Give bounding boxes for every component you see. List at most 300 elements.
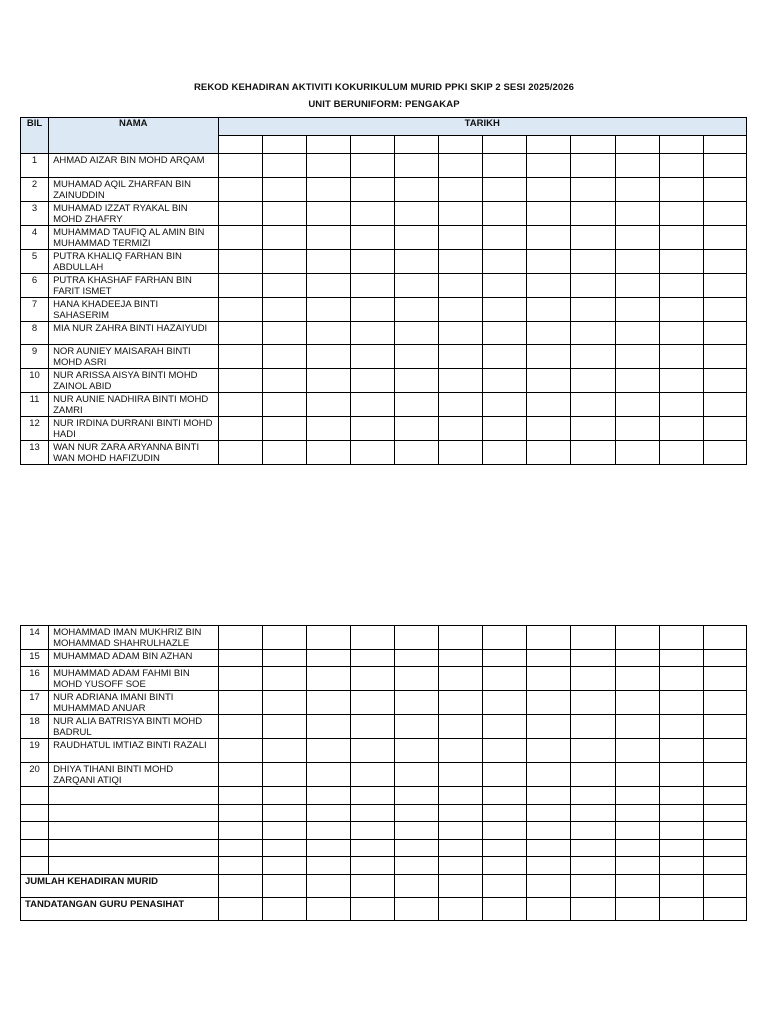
date-cell [439, 154, 483, 178]
date-cell [483, 857, 527, 875]
date-cell [571, 874, 615, 897]
date-cell [306, 650, 350, 667]
table-row [21, 417, 747, 441]
attendance-table-page-2 [20, 625, 747, 921]
date-cell [571, 667, 615, 691]
date-cell [394, 345, 438, 369]
date-cell [659, 715, 703, 739]
blank-name-cell [49, 822, 218, 840]
student-name: NUR ADRIANA IMANI BINTI MUHAMMAD ANUAR [49, 691, 218, 715]
date-cell [659, 369, 703, 393]
date-cell [394, 393, 438, 417]
date-cell [527, 369, 571, 393]
date-cell [703, 650, 746, 667]
date-cell [483, 369, 527, 393]
date-cell [483, 273, 527, 297]
date-cell [615, 154, 659, 178]
student-number: 2 [21, 177, 49, 201]
date-cell [350, 874, 394, 897]
date-cell [659, 273, 703, 297]
student-number: 13 [21, 441, 49, 465]
date-cell [483, 715, 527, 739]
date-cell [571, 393, 615, 417]
table-row [21, 201, 747, 225]
blank-number-cell [21, 822, 49, 840]
date-cell [615, 763, 659, 787]
student-number: 11 [21, 393, 49, 417]
date-cell [571, 804, 615, 822]
date-cell [350, 691, 394, 715]
date-cell [439, 804, 483, 822]
date-cell [615, 857, 659, 875]
student-number: 17 [21, 691, 49, 715]
date-cell [571, 136, 615, 154]
date-cell [218, 804, 262, 822]
date-cell [306, 857, 350, 875]
date-cell [218, 667, 262, 691]
date-cell [483, 393, 527, 417]
date-cell [615, 822, 659, 840]
date-cell [659, 822, 703, 840]
date-cell [571, 739, 615, 763]
student-number: 16 [21, 667, 49, 691]
date-cell [615, 667, 659, 691]
date-cell [218, 393, 262, 417]
date-cell [615, 739, 659, 763]
date-cell [527, 297, 571, 321]
date-cell [703, 297, 746, 321]
student-number: 19 [21, 739, 49, 763]
student-number: 5 [21, 249, 49, 273]
date-cell [571, 225, 615, 249]
date-cell [703, 626, 746, 650]
student-name: WAN NUR ZARA ARYANNA BINTI WAN MOHD HAFIZUDIN [49, 441, 218, 465]
date-cell [439, 177, 483, 201]
date-cell [483, 225, 527, 249]
date-cell [615, 177, 659, 201]
date-cell [350, 822, 394, 840]
date-cell [527, 136, 571, 154]
date-cell [703, 225, 746, 249]
student-number: 18 [21, 715, 49, 739]
date-cell [483, 897, 527, 920]
date-cell [350, 249, 394, 273]
date-cell [306, 297, 350, 321]
date-cell [615, 441, 659, 465]
date-cell [483, 177, 527, 201]
date-cell [483, 874, 527, 897]
date-cell [615, 626, 659, 650]
date-cell [615, 249, 659, 273]
table-row [21, 225, 747, 249]
date-cell [703, 839, 746, 857]
date-cell [439, 626, 483, 650]
date-cell [659, 897, 703, 920]
date-cell [659, 345, 703, 369]
date-cell [615, 225, 659, 249]
blank-number-cell [21, 839, 49, 857]
date-cell [394, 739, 438, 763]
table-row [21, 393, 747, 417]
date-cell [703, 441, 746, 465]
student-number: 6 [21, 273, 49, 297]
date-cell [527, 201, 571, 225]
date-cell [306, 201, 350, 225]
blank-number-cell [21, 857, 49, 875]
date-cell [218, 345, 262, 369]
date-cell [615, 136, 659, 154]
date-cell [615, 201, 659, 225]
date-cell [615, 369, 659, 393]
date-cell [262, 321, 306, 345]
date-cell [350, 154, 394, 178]
student-name: RAUDHATUL IMTIAZ BINTI RAZALI [49, 739, 218, 763]
blank-name-cell [49, 839, 218, 857]
date-cell [703, 154, 746, 178]
student-number: 10 [21, 369, 49, 393]
date-cell [439, 763, 483, 787]
date-cell [571, 650, 615, 667]
date-cell [615, 804, 659, 822]
date-cell [659, 839, 703, 857]
table-row [21, 273, 747, 297]
date-cell [571, 857, 615, 875]
date-cell [306, 369, 350, 393]
date-cell [394, 417, 438, 441]
date-cell [262, 787, 306, 805]
date-cell [659, 393, 703, 417]
table-row [21, 441, 747, 465]
date-cell [262, 369, 306, 393]
date-cell [439, 273, 483, 297]
date-cell [571, 763, 615, 787]
date-cell [218, 857, 262, 875]
date-cell [262, 345, 306, 369]
student-number: 14 [21, 626, 49, 650]
date-cell [703, 804, 746, 822]
date-cell [571, 441, 615, 465]
date-cell [394, 839, 438, 857]
date-cell [394, 897, 438, 920]
tandatangan-guru-row [21, 897, 747, 920]
student-number: 8 [21, 321, 49, 345]
date-cell [483, 839, 527, 857]
student-name: MUHAMMAD ADAM BIN AZHAN [49, 650, 218, 667]
date-cell [571, 273, 615, 297]
date-cell [394, 273, 438, 297]
table-row [21, 345, 747, 369]
date-cell [703, 273, 746, 297]
blank-name-cell [49, 787, 218, 805]
student-number: 3 [21, 201, 49, 225]
date-cell [483, 201, 527, 225]
attendance-table-page-1 [20, 117, 747, 465]
date-cell [615, 297, 659, 321]
date-cell [350, 763, 394, 787]
table-row [21, 177, 747, 201]
date-cell [527, 763, 571, 787]
date-cell [571, 249, 615, 273]
date-cell [262, 136, 306, 154]
date-cell [218, 273, 262, 297]
date-cell [615, 417, 659, 441]
date-cell [218, 763, 262, 787]
date-cell [306, 345, 350, 369]
date-cell [306, 249, 350, 273]
date-cell [394, 441, 438, 465]
date-cell [439, 787, 483, 805]
student-name: MOHAMMAD IMAN MUKHRIZ BIN MOHAMMAD SHAHRULHAZLE [49, 626, 218, 650]
date-cell [262, 739, 306, 763]
blank-row [21, 857, 747, 875]
date-cell [659, 650, 703, 667]
date-cell [703, 739, 746, 763]
date-cell [350, 897, 394, 920]
date-cell [394, 763, 438, 787]
date-cell [350, 667, 394, 691]
date-cell [527, 393, 571, 417]
date-cell [218, 787, 262, 805]
date-cell [703, 787, 746, 805]
date-cell [262, 650, 306, 667]
table-row [21, 739, 747, 763]
date-cell [306, 739, 350, 763]
blank-row [21, 839, 747, 857]
date-cell [703, 897, 746, 920]
date-cell [527, 441, 571, 465]
date-cell [350, 739, 394, 763]
date-cell [703, 345, 746, 369]
student-number: 1 [21, 154, 49, 178]
date-cell [394, 321, 438, 345]
date-cell [527, 857, 571, 875]
date-cell [659, 626, 703, 650]
student-name: NOR AUNIEY MAISARAH BINTI MOHD ASRI [49, 345, 218, 369]
student-name: AHMAD AIZAR BIN MOHD ARQAM [49, 154, 218, 178]
date-cell [439, 857, 483, 875]
date-cell [350, 345, 394, 369]
date-cell [306, 177, 350, 201]
date-cell [527, 249, 571, 273]
date-cell [439, 321, 483, 345]
date-cell [483, 763, 527, 787]
date-cell [483, 804, 527, 822]
date-cell [527, 417, 571, 441]
date-cell [306, 321, 350, 345]
date-cell [439, 739, 483, 763]
date-cell [659, 249, 703, 273]
date-cell [394, 201, 438, 225]
date-cell [394, 369, 438, 393]
student-name: MUHAMMAD TAUFIQ AL AMIN BIN MUHAMMAD TERMIZI [49, 225, 218, 249]
date-cell [439, 393, 483, 417]
date-cell [218, 715, 262, 739]
date-cell [439, 136, 483, 154]
date-cell [306, 715, 350, 739]
date-cell [527, 321, 571, 345]
date-cell [306, 763, 350, 787]
date-cell [527, 691, 571, 715]
date-cell [262, 273, 306, 297]
date-cell [527, 650, 571, 667]
date-cell [218, 874, 262, 897]
document-subtitle: UNIT BERUNIFORM: PENGAKAP [308, 99, 460, 110]
date-cell [218, 691, 262, 715]
date-cell [571, 177, 615, 201]
date-cell [262, 225, 306, 249]
date-cell [218, 297, 262, 321]
date-cell [439, 874, 483, 897]
header-bil: BIL [21, 118, 49, 154]
date-cell [262, 857, 306, 875]
student-name: DHIYA TIHANI BINTI MOHD ZARQANI ATIQI [49, 763, 218, 787]
date-cell [306, 691, 350, 715]
date-cell [527, 177, 571, 201]
date-cell [439, 369, 483, 393]
date-cell [306, 417, 350, 441]
date-cell [615, 393, 659, 417]
date-cell [703, 857, 746, 875]
date-cell [262, 897, 306, 920]
date-cell [703, 667, 746, 691]
date-cell [394, 154, 438, 178]
date-cell [262, 417, 306, 441]
student-name: NUR ALIA BATRISYA BINTI MOHD BADRUL [49, 715, 218, 739]
table-row [21, 763, 747, 787]
date-cell [703, 715, 746, 739]
date-cell [659, 321, 703, 345]
blank-row [21, 804, 747, 822]
date-cell [350, 136, 394, 154]
table-row [21, 691, 747, 715]
date-cell [659, 136, 703, 154]
date-cell [659, 667, 703, 691]
date-cell [262, 804, 306, 822]
student-name: NUR ARISSA AISYA BINTI MOHD ZAINOL ABID [49, 369, 218, 393]
date-cell [703, 321, 746, 345]
date-cell [703, 393, 746, 417]
date-cell [218, 369, 262, 393]
date-cell [703, 249, 746, 273]
date-cell [703, 763, 746, 787]
student-number: 7 [21, 297, 49, 321]
date-cell [394, 874, 438, 897]
date-cell [350, 201, 394, 225]
date-cell [615, 839, 659, 857]
date-cell [439, 249, 483, 273]
date-cell [527, 897, 571, 920]
date-cell [394, 177, 438, 201]
date-cell [483, 441, 527, 465]
date-cell [439, 441, 483, 465]
date-cell [659, 874, 703, 897]
date-cell [306, 136, 350, 154]
date-cell [439, 297, 483, 321]
date-cell [571, 154, 615, 178]
blank-number-cell [21, 804, 49, 822]
student-number: 15 [21, 650, 49, 667]
date-cell [306, 626, 350, 650]
student-name: MUHAMAD IZZAT RYAKAL BIN MOHD ZHAFRY [49, 201, 218, 225]
date-cell [571, 691, 615, 715]
date-cell [483, 691, 527, 715]
date-cell [350, 857, 394, 875]
date-cell [483, 417, 527, 441]
date-cell [483, 822, 527, 840]
date-cell [350, 273, 394, 297]
date-cell [218, 897, 262, 920]
date-cell [659, 297, 703, 321]
date-cell [350, 839, 394, 857]
footer-label: TANDATANGAN GURU PENASIHAT [21, 897, 219, 920]
date-cell [439, 715, 483, 739]
date-cell [483, 626, 527, 650]
date-cell [527, 839, 571, 857]
date-cell [527, 822, 571, 840]
date-cell [483, 650, 527, 667]
date-cell [218, 249, 262, 273]
student-name: MIA NUR ZAHRA BINTI HAZAIYUDI [49, 321, 218, 345]
date-cell [571, 201, 615, 225]
date-cell [571, 369, 615, 393]
date-cell [659, 691, 703, 715]
table-row [21, 154, 747, 178]
date-cell [527, 787, 571, 805]
date-cell [394, 804, 438, 822]
date-cell [306, 787, 350, 805]
date-cell [306, 897, 350, 920]
date-cell [659, 154, 703, 178]
date-cell [571, 297, 615, 321]
date-cell [394, 650, 438, 667]
date-cell [659, 739, 703, 763]
date-cell [483, 321, 527, 345]
date-cell [262, 874, 306, 897]
date-cell [527, 154, 571, 178]
date-cell [703, 417, 746, 441]
date-cell [571, 839, 615, 857]
date-cell [527, 715, 571, 739]
student-number: 20 [21, 763, 49, 787]
date-cell [483, 154, 527, 178]
date-cell [218, 177, 262, 201]
date-cell [615, 691, 659, 715]
date-cell [571, 822, 615, 840]
table-row [21, 667, 747, 691]
date-cell [218, 441, 262, 465]
student-name: MUHAMMAD ADAM FAHMI BIN MOHD YUSOFF SOE [49, 667, 218, 691]
date-cell [571, 897, 615, 920]
date-cell [306, 441, 350, 465]
date-cell [218, 650, 262, 667]
date-cell [659, 177, 703, 201]
date-cell [218, 154, 262, 178]
date-cell [262, 822, 306, 840]
date-cell [703, 201, 746, 225]
header-nama: NAMA [49, 118, 218, 154]
date-cell [527, 345, 571, 369]
date-cell [350, 417, 394, 441]
date-cell [306, 804, 350, 822]
header-tarikh: TARIKH [218, 118, 746, 136]
date-cell [262, 177, 306, 201]
student-name: HANA KHADEEJA BINTI SAHASERIM [49, 297, 218, 321]
blank-row [21, 787, 747, 805]
student-name: PUTRA KHALIQ FARHAN BIN ABDULLAH [49, 249, 218, 273]
date-cell [218, 201, 262, 225]
date-cell [306, 154, 350, 178]
date-cell [615, 321, 659, 345]
